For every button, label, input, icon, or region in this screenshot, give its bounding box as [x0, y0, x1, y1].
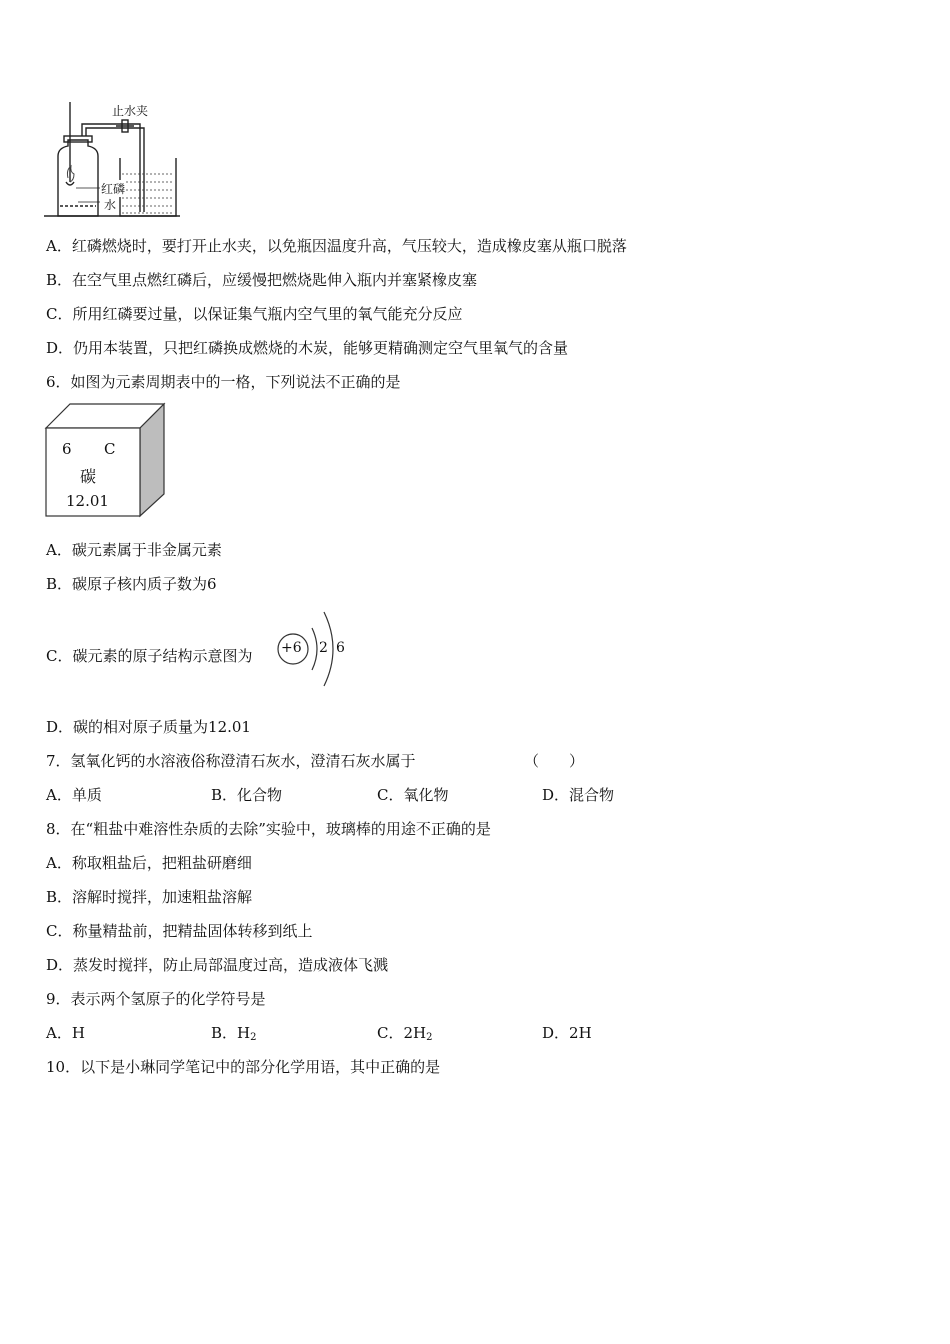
q6-option-b: B．碳原子核内质子数为6: [46, 575, 217, 593]
q7-answer-bracket: （ ）: [524, 752, 585, 770]
q8-stem: 8．在“粗盐中难溶性杂质的去除”实验中，玻璃棒的用途不正确的是: [46, 820, 491, 838]
q8-option-d: D．蒸发时搅拌，防止局部温度过高，造成液体飞溅: [46, 956, 389, 974]
q9-option-b: [211, 1023, 256, 1048]
q10-stem: 10．以下是小琳同学笔记中的部分化学用语，其中正确的是: [46, 1058, 441, 1076]
q6-stem: 6．如图为元素周期表中的一格，下列说法不正确的是: [46, 373, 401, 391]
q8-option-c: C．称量精盐前，把精盐固体转移到纸上: [46, 922, 313, 940]
q6-option-d: D．碳的相对原子质量为12.01: [46, 718, 251, 736]
q5-option-c: C．所用红磷要过量，以保证集气瓶内空气里的氧气能充分反应: [46, 305, 463, 323]
atom-structure-diagram: [274, 604, 354, 692]
q5-option-d: D．仍用本装置，只把红磷换成燃烧的木炭，能够更精确测定空气里氧气的含量: [46, 339, 569, 357]
cell-symbol: C: [104, 440, 116, 458]
q6-option-a: A．碳元素属于非金属元素: [46, 541, 222, 559]
q7-option-a: A．单质: [46, 786, 102, 804]
q9-option-c-text: C．2H: [377, 1024, 427, 1042]
periodic-table-cell: [44, 402, 168, 520]
q7-option-d: D．混合物: [542, 786, 615, 804]
cell-atomic-mass: 12.01: [66, 492, 109, 510]
cell-element-name: 碳: [80, 467, 97, 486]
q9-option-d-text: D．2H: [542, 1024, 592, 1042]
atom-nucleus: +6: [281, 640, 302, 656]
phosphorus-label: 红磷: [101, 182, 126, 196]
cell-atomic-number: 6: [62, 440, 72, 458]
q7-option-c: C．氧化物: [377, 786, 449, 804]
q9-option-c-subscript: 2: [426, 1032, 433, 1043]
q5-option-a: A．红磷燃烧时，要打开止水夹，以免瓶因温度升高，气压较大，造成橡皮塞从瓶口脱落: [46, 237, 627, 255]
q9-option-d: [542, 1023, 592, 1043]
q9-option-b-text: B．H: [211, 1024, 251, 1042]
clamp-label: 止水夹: [112, 104, 149, 118]
q5-option-b: B．在空气里点燃红磷后，应缓慢把燃烧匙伸入瓶内并塞紧橡皮塞: [46, 271, 478, 289]
q9-option-b-subscript: 2: [250, 1032, 257, 1043]
water-label: 水: [104, 198, 117, 212]
q9-option-a: [46, 1023, 85, 1043]
q6-option-c: C．碳元素的原子结构示意图为: [46, 647, 253, 665]
apparatus-figure: [44, 96, 184, 220]
atom-shell-2: 6: [336, 640, 345, 656]
q8-option-a: A．称取粗盐后，把粗盐研磨细: [46, 854, 252, 872]
q9-stem: 9．表示两个氢原子的化学符号是: [46, 990, 266, 1008]
q9-option-c: [377, 1023, 432, 1048]
q7-option-b: B．化合物: [211, 786, 283, 804]
atom-shell-1: 2: [319, 640, 328, 656]
q8-option-b: B．溶解时搅拌，加速粗盐溶解: [46, 888, 253, 906]
q7-stem: 7．氢氧化钙的水溶液俗称澄清石灰水，澄清石灰水属于: [46, 752, 416, 770]
q9-option-a-text: A．H: [46, 1024, 85, 1042]
